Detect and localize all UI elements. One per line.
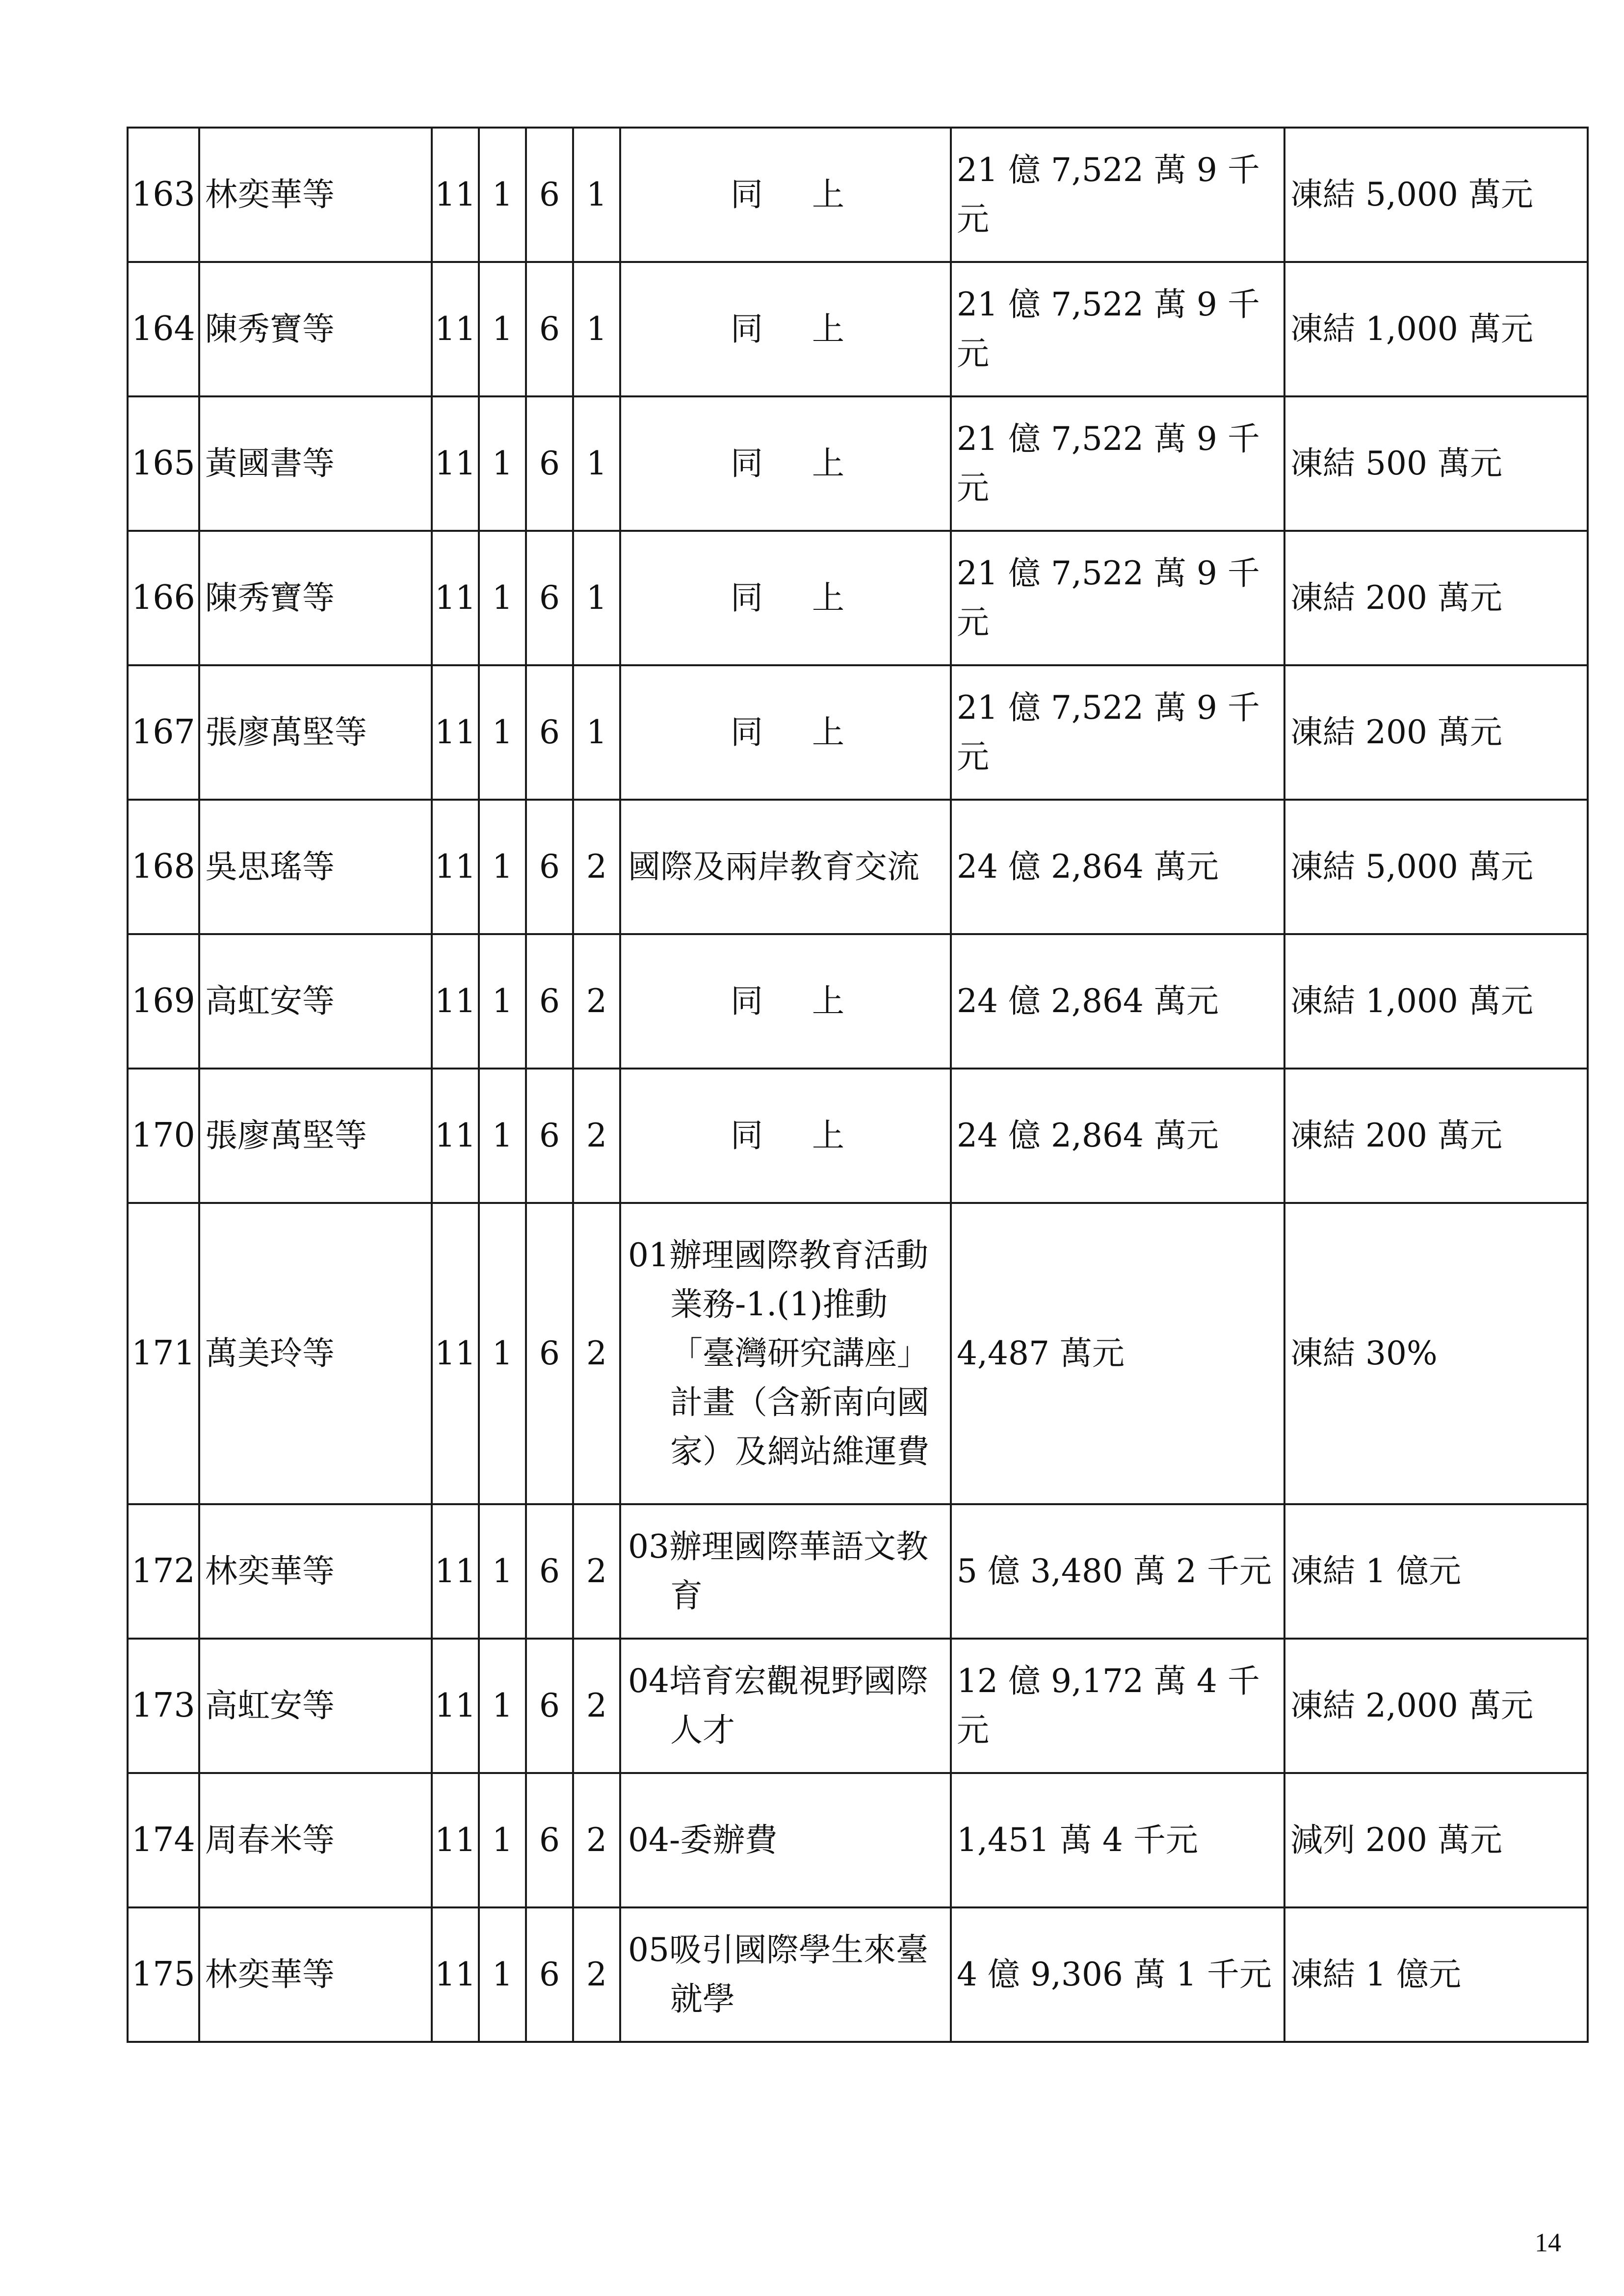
action-cell — [1284, 665, 1588, 800]
code-cell-1 — [432, 1069, 479, 1203]
budget-item-cell — [620, 1203, 951, 1504]
row-number-cell — [128, 128, 199, 262]
row-number-cell — [128, 800, 199, 934]
code-cell-2 — [479, 1203, 526, 1504]
code-text-3: 6 — [539, 1334, 560, 1372]
budget-item-cell — [620, 262, 951, 396]
action-text: 凍結 1,000 萬元 — [1290, 310, 1533, 348]
budget-item-cell — [620, 531, 951, 665]
proposer-text: 張廖萬堅等 — [205, 1117, 367, 1154]
code-text-3: 6 — [539, 713, 560, 751]
action-cell — [1284, 800, 1588, 934]
action-text: 凍結 500 萬元 — [1290, 444, 1502, 482]
action-cell — [1284, 1639, 1588, 1773]
row-number-cell — [128, 1907, 199, 2042]
budget-item-text: 04培育宏觀視野國際人才 — [628, 1662, 928, 1749]
code-cell-4 — [573, 1907, 620, 2042]
proposer-cell — [199, 934, 432, 1069]
code-cell-3 — [526, 531, 573, 665]
table-row — [128, 128, 1588, 262]
action-text: 凍結 200 萬元 — [1290, 1117, 1502, 1154]
budget-item-cell — [620, 396, 951, 531]
amount-text: 24 億 2,864 萬元 — [957, 982, 1219, 1020]
table-row — [128, 1504, 1588, 1639]
action-cell — [1284, 262, 1588, 396]
amount-text: 4 億 9,306 萬 1 千元 — [957, 1956, 1272, 1993]
action-text: 凍結 5,000 萬元 — [1290, 176, 1533, 213]
amount-cell — [951, 800, 1284, 934]
proposer-text: 林奕華等 — [205, 1956, 335, 1993]
amount-cell — [951, 128, 1284, 262]
row-number-text: 165 — [131, 444, 195, 483]
action-text: 凍結 5,000 萬元 — [1290, 848, 1533, 886]
code-cell-1 — [432, 128, 479, 262]
row-number-cell — [128, 1203, 199, 1504]
proposer-cell — [199, 665, 432, 800]
action-text: 凍結 200 萬元 — [1290, 713, 1502, 751]
amount-cell — [951, 1203, 1284, 1504]
table-row — [128, 531, 1588, 665]
row-number-text: 169 — [131, 982, 195, 1020]
code-text-2: 1 — [492, 1821, 513, 1859]
budget-item-text: 01辦理國際教育活動業務-1.(1)推動「臺灣研究講座」計畫（含新南向國家）及網站維運費 — [628, 1236, 929, 1470]
code-cell-3 — [526, 1069, 573, 1203]
amount-text: 21 億 7,522 萬 9 千元 — [957, 420, 1260, 507]
table-row — [128, 934, 1588, 1069]
table-body — [128, 128, 1588, 2042]
row-number-text: 166 — [131, 578, 195, 617]
proposer-text: 萬美玲等 — [205, 1334, 335, 1372]
code-cell-3 — [526, 1773, 573, 1907]
code-text-3: 6 — [539, 1552, 560, 1590]
amount-text: 24 億 2,864 萬元 — [957, 1117, 1219, 1154]
code-cell-4 — [573, 1504, 620, 1639]
code-text-4: 2 — [586, 1552, 607, 1590]
code-text-4: 2 — [586, 1956, 607, 1993]
budget-item-text: 同上 — [731, 1117, 893, 1154]
proposer-cell — [199, 1773, 432, 1907]
code-cell-4 — [573, 800, 620, 934]
code-text-4: 2 — [586, 1821, 607, 1859]
code-text-4: 1 — [586, 713, 607, 751]
code-cell-1 — [432, 665, 479, 800]
code-text-3: 6 — [539, 1687, 560, 1724]
code-text-3: 6 — [539, 176, 560, 213]
budget-item-cell — [620, 128, 951, 262]
code-cell-4 — [573, 1639, 620, 1773]
proposer-cell — [199, 1907, 432, 2042]
code-cell-4 — [573, 1773, 620, 1907]
code-text-4: 2 — [586, 1334, 607, 1372]
budget-item-cell — [620, 800, 951, 934]
code-text-2: 1 — [492, 1117, 513, 1154]
proposer-cell — [199, 531, 432, 665]
code-text-4: 2 — [586, 848, 607, 886]
code-cell-1 — [432, 1504, 479, 1639]
proposer-cell — [199, 1203, 432, 1504]
amount-text: 21 億 7,522 萬 9 千元 — [957, 689, 1260, 776]
code-cell-3 — [526, 665, 573, 800]
code-cell-4 — [573, 934, 620, 1069]
code-cell-3 — [526, 128, 573, 262]
amount-text: 21 億 7,522 萬 9 千元 — [957, 151, 1260, 238]
code-cell-4 — [573, 262, 620, 396]
budget-item-text: 同上 — [731, 310, 893, 348]
table-row — [128, 800, 1588, 934]
action-cell — [1284, 934, 1588, 1069]
code-text-2: 1 — [492, 1956, 513, 1993]
budget-item-text: 04-委辦費 — [628, 1821, 778, 1859]
amount-text: 5 億 3,480 萬 2 千元 — [957, 1552, 1272, 1590]
code-cell-1 — [432, 1907, 479, 2042]
budget-item-cell — [620, 1773, 951, 1907]
code-cell-4 — [573, 1069, 620, 1203]
code-text-1: 11 — [435, 1956, 476, 1993]
budget-item-text: 同上 — [731, 713, 893, 751]
action-cell — [1284, 1773, 1588, 1907]
row-number-cell — [128, 1639, 199, 1773]
row-number-cell — [128, 1069, 199, 1203]
action-cell — [1284, 531, 1588, 665]
row-number-text: 174 — [131, 1821, 195, 1859]
code-text-1: 11 — [435, 310, 476, 348]
code-text-3: 6 — [539, 1821, 560, 1859]
action-cell — [1284, 1069, 1588, 1203]
code-cell-4 — [573, 665, 620, 800]
code-cell-1 — [432, 1773, 479, 1907]
code-cell-3 — [526, 262, 573, 396]
code-text-2: 1 — [492, 1687, 513, 1724]
proposer-cell — [199, 262, 432, 396]
budget-item-cell — [620, 934, 951, 1069]
amount-text: 12 億 9,172 萬 4 千元 — [957, 1662, 1260, 1749]
amount-text: 4,487 萬元 — [957, 1334, 1125, 1372]
code-text-1: 11 — [435, 713, 476, 751]
code-text-2: 1 — [492, 444, 513, 482]
budget-item-cell — [620, 1504, 951, 1639]
proposer-cell — [199, 800, 432, 934]
code-cell-2 — [479, 1069, 526, 1203]
code-cell-1 — [432, 800, 479, 934]
proposer-cell — [199, 128, 432, 262]
amount-cell — [951, 531, 1284, 665]
code-text-2: 1 — [492, 579, 513, 617]
amount-cell — [951, 934, 1284, 1069]
code-text-4: 2 — [586, 1117, 607, 1154]
action-text: 凍結 2,000 萬元 — [1290, 1687, 1533, 1724]
code-cell-4 — [573, 1203, 620, 1504]
code-text-3: 6 — [539, 579, 560, 617]
table-row — [128, 1773, 1588, 1907]
code-text-1: 11 — [435, 1117, 476, 1154]
code-text-4: 2 — [586, 982, 607, 1020]
code-cell-2 — [479, 934, 526, 1069]
table-row — [128, 262, 1588, 396]
proposer-cell — [199, 1069, 432, 1203]
code-text-4: 1 — [586, 310, 607, 348]
code-text-2: 1 — [492, 982, 513, 1020]
table-row — [128, 396, 1588, 531]
code-cell-2 — [479, 1773, 526, 1907]
code-cell-3 — [526, 1639, 573, 1773]
code-text-4: 1 — [586, 579, 607, 617]
row-number-cell — [128, 396, 199, 531]
amount-cell — [951, 1069, 1284, 1203]
budget-item-cell — [620, 1907, 951, 2042]
code-text-4: 1 — [586, 176, 607, 213]
budget-item-text: 同上 — [731, 579, 893, 617]
proposer-text: 黃國書等 — [205, 444, 335, 482]
proposer-text: 林奕華等 — [205, 1552, 335, 1590]
row-number-cell — [128, 531, 199, 665]
code-text-1: 11 — [435, 1687, 476, 1724]
code-cell-1 — [432, 1203, 479, 1504]
action-cell — [1284, 1504, 1588, 1639]
action-cell — [1284, 128, 1588, 262]
proposer-cell — [199, 1639, 432, 1773]
code-cell-1 — [432, 396, 479, 531]
proposer-cell — [199, 396, 432, 531]
code-cell-3 — [526, 1203, 573, 1504]
budget-item-cell — [620, 665, 951, 800]
amount-cell — [951, 1639, 1284, 1773]
row-number-text: 170 — [131, 1116, 195, 1155]
budget-item-cell — [620, 1639, 951, 1773]
action-text: 凍結 200 萬元 — [1290, 579, 1502, 617]
code-cell-3 — [526, 396, 573, 531]
code-text-2: 1 — [492, 848, 513, 886]
code-text-1: 11 — [435, 1334, 476, 1372]
action-cell — [1284, 1907, 1588, 2042]
amount-text: 21 億 7,522 萬 9 千元 — [957, 554, 1260, 641]
amount-cell — [951, 1773, 1284, 1907]
code-text-1: 11 — [435, 982, 476, 1020]
action-text: 凍結 1 億元 — [1290, 1956, 1461, 1993]
table-row — [128, 665, 1588, 800]
table-row — [128, 1203, 1588, 1504]
row-number-text: 175 — [131, 1955, 195, 1994]
row-number-text: 172 — [131, 1552, 195, 1591]
code-text-1: 11 — [435, 579, 476, 617]
row-number-text: 168 — [131, 847, 195, 886]
amount-cell — [951, 396, 1284, 531]
action-cell — [1284, 396, 1588, 531]
action-text: 凍結 30% — [1290, 1334, 1438, 1372]
budget-item-cell — [620, 1069, 951, 1203]
code-cell-1 — [432, 934, 479, 1069]
amount-text: 1,451 萬 4 千元 — [957, 1821, 1198, 1859]
proposer-text: 張廖萬堅等 — [205, 713, 367, 751]
code-cell-2 — [479, 1504, 526, 1639]
page-number: 14 — [1535, 2228, 1561, 2257]
code-cell-3 — [526, 1907, 573, 2042]
action-text: 凍結 1 億元 — [1290, 1552, 1461, 1590]
row-number-text: 167 — [131, 713, 195, 752]
row-number-cell — [128, 934, 199, 1069]
proposer-text: 林奕華等 — [205, 176, 335, 213]
proposer-text: 吳思瑤等 — [205, 848, 335, 886]
row-number-cell — [128, 262, 199, 396]
code-cell-4 — [573, 396, 620, 531]
code-cell-2 — [479, 800, 526, 934]
budget-item-text: 國際及兩岸教育交流 — [628, 848, 919, 886]
code-text-4: 2 — [586, 1687, 607, 1724]
code-text-2: 1 — [492, 1334, 513, 1372]
action-text: 減列 200 萬元 — [1290, 1821, 1502, 1859]
code-cell-2 — [479, 665, 526, 800]
code-text-1: 11 — [435, 848, 476, 886]
code-text-2: 1 — [492, 1552, 513, 1590]
code-cell-3 — [526, 800, 573, 934]
budget-item-text: 同上 — [731, 982, 893, 1020]
code-text-1: 11 — [435, 1552, 476, 1590]
row-number-text: 173 — [131, 1686, 195, 1725]
code-cell-1 — [432, 1639, 479, 1773]
row-number-cell — [128, 1773, 199, 1907]
code-text-3: 6 — [539, 1956, 560, 1993]
code-cell-2 — [479, 1907, 526, 2042]
table-row — [128, 1639, 1588, 1773]
budget-item-text: 03辦理國際華語文教育 — [628, 1528, 928, 1615]
amount-text: 21 億 7,522 萬 9 千元 — [957, 286, 1260, 372]
row-number-text: 164 — [131, 310, 195, 348]
code-cell-3 — [526, 934, 573, 1069]
proposer-text: 高虹安等 — [205, 982, 335, 1020]
action-text: 凍結 1,000 萬元 — [1290, 982, 1533, 1020]
row-number-cell — [128, 1504, 199, 1639]
code-cell-2 — [479, 128, 526, 262]
code-text-3: 6 — [539, 444, 560, 482]
code-text-3: 6 — [539, 848, 560, 886]
proposer-text: 周春米等 — [205, 1821, 335, 1859]
code-text-1: 11 — [435, 444, 476, 482]
code-cell-4 — [573, 128, 620, 262]
amount-text: 24 億 2,864 萬元 — [957, 848, 1219, 886]
budget-item-text: 同上 — [731, 444, 893, 482]
code-text-3: 6 — [539, 310, 560, 348]
code-cell-2 — [479, 262, 526, 396]
amount-cell — [951, 262, 1284, 396]
proposer-text: 高虹安等 — [205, 1687, 335, 1724]
code-text-1: 11 — [435, 1821, 476, 1859]
code-text-2: 1 — [492, 310, 513, 348]
code-cell-1 — [432, 531, 479, 665]
code-cell-2 — [479, 531, 526, 665]
code-text-3: 6 — [539, 1117, 560, 1154]
amount-cell — [951, 1907, 1284, 2042]
code-text-3: 6 — [539, 982, 560, 1020]
code-cell-3 — [526, 1504, 573, 1639]
row-number-text: 163 — [131, 175, 195, 214]
action-cell — [1284, 1203, 1588, 1504]
budget-item-text: 同上 — [731, 176, 893, 213]
budget-proposal-table — [127, 127, 1589, 2043]
code-cell-2 — [479, 396, 526, 531]
table-row — [128, 1069, 1588, 1203]
code-text-1: 11 — [435, 176, 476, 213]
proposer-text: 陳秀寶等 — [205, 579, 335, 617]
proposer-text: 陳秀寶等 — [205, 310, 335, 348]
row-number-text: 171 — [131, 1334, 195, 1373]
amount-cell — [951, 1504, 1284, 1639]
proposer-cell — [199, 1504, 432, 1639]
code-text-2: 1 — [492, 176, 513, 213]
table-row — [128, 1907, 1588, 2042]
code-text-2: 1 — [492, 713, 513, 751]
code-cell-4 — [573, 531, 620, 665]
code-cell-2 — [479, 1639, 526, 1773]
row-number-cell — [128, 665, 199, 800]
code-text-4: 1 — [586, 444, 607, 482]
amount-cell — [951, 665, 1284, 800]
code-cell-1 — [432, 262, 479, 396]
budget-item-text: 05吸引國際學生來臺就學 — [628, 1931, 928, 2018]
